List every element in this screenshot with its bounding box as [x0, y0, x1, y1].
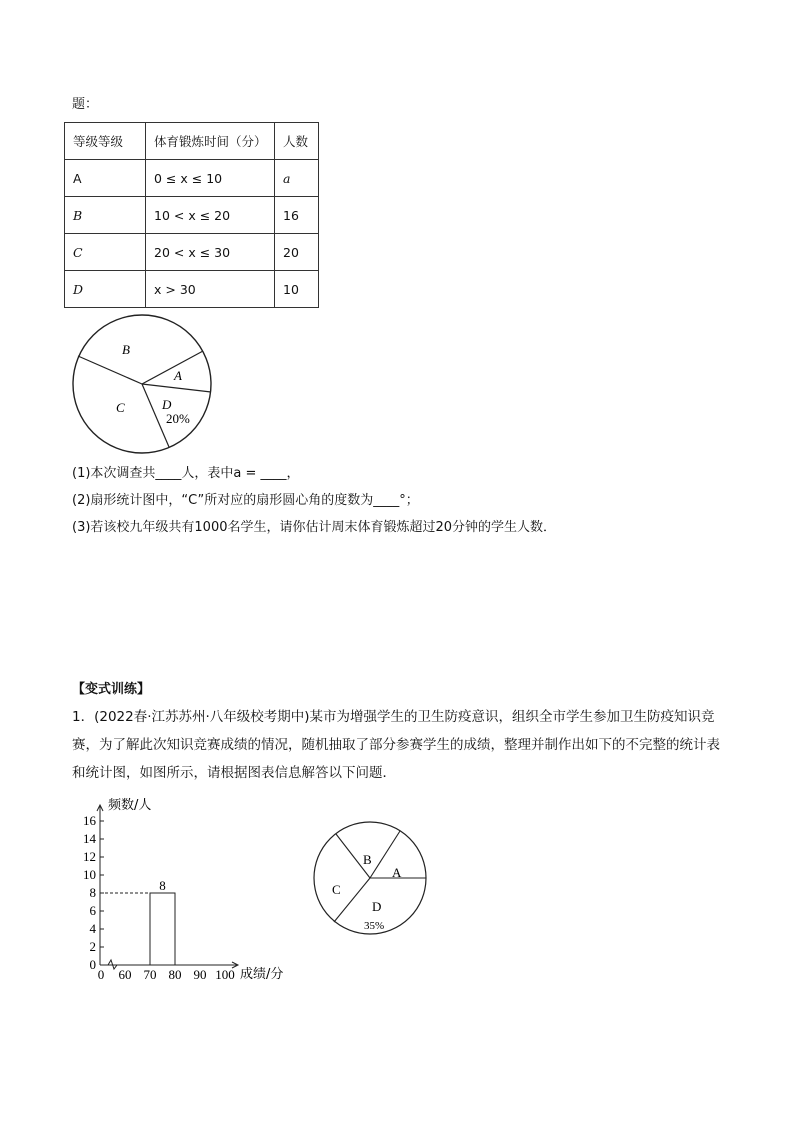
table-row [65, 197, 319, 234]
pie1-label-c: C [116, 400, 125, 415]
table-cell-grade: C [65, 234, 146, 271]
y-tick-label: 2 [89, 939, 96, 954]
table-row [65, 271, 319, 308]
pie1-label-b: B [122, 342, 130, 357]
question-1: (1)本次调查共____人，表中a = ____， [72, 466, 300, 481]
pie1-label-d-percent: 20% [166, 411, 190, 426]
y-tick-label: 12 [83, 849, 96, 864]
grade-table [64, 122, 319, 308]
histogram-x-label: 成绩/分 [240, 967, 284, 982]
table-header-grade: 等级等级 [65, 123, 146, 160]
y-tick-label: 14 [83, 831, 96, 846]
intro-label: 题： [72, 97, 99, 112]
table-cell-range: 0 ≤ x ≤ 10 [146, 160, 275, 197]
question-2: (2)扇形统计图中，“C”所对应的扇形圆心角的度数为____°； [72, 493, 419, 508]
y-tick-label: 0 [89, 957, 96, 972]
table-cell-range: x > 30 [146, 271, 275, 308]
histogram-ticks [83, 813, 235, 982]
x-tick-label: 0 [97, 967, 105, 982]
y-tick-label: 10 [83, 867, 96, 882]
pie1-divider-bc [78, 356, 142, 384]
problem-1-text: 1．(2022春·江苏苏州·八年级校考期中)某市为增强学生的卫生防疫意识，组织全市学生参加卫生防疫知识竞赛，为了解此次知识竞赛成绩的情况，随机抽取了部分参赛学生的成绩，整理并制作出如下的不完整的统计表和统计图，如图所示，请根据图表信息解答以下问题． [72, 709, 720, 781]
table-cell-count: a [275, 160, 319, 197]
x-tick-label: 70 [143, 967, 157, 982]
table-header-row [65, 123, 319, 160]
pie2-label-b: B [363, 852, 372, 867]
y-tick-label: 16 [83, 813, 96, 828]
table-cell-range: 10 < x ≤ 20 [146, 197, 275, 234]
histogram-bars [100, 878, 175, 965]
histogram-axes [97, 805, 238, 969]
pie2-label-d-percent: 35% [364, 920, 385, 932]
y-tick-label: 8 [89, 885, 96, 900]
y-tick-label: 6 [89, 903, 96, 918]
table-header-time: 体育锻炼时间（分） [146, 123, 275, 160]
y-tick-label: 4 [89, 921, 96, 936]
table-row [65, 160, 319, 197]
table-cell-count: 16 [275, 197, 319, 234]
table-cell-grade: A [65, 160, 146, 197]
histogram-bar [150, 893, 175, 965]
x-tick-label: 100 [215, 967, 235, 982]
pie-chart-2 [308, 810, 438, 950]
table-header-count: 人数 [275, 123, 319, 160]
pie1-label-d: D [162, 397, 172, 412]
table-row [65, 234, 319, 271]
pie1-label-a: A [174, 368, 182, 383]
histogram-chart [60, 795, 320, 985]
pie1-divider-dc [142, 384, 169, 447]
histogram-bar-label: 8 [159, 878, 166, 893]
pie1-divider-ad [142, 384, 211, 392]
table-cell-count: 20 [275, 234, 319, 271]
x-tick-label: 90 [193, 967, 207, 982]
pie2-label-c: C [332, 882, 341, 897]
pie2-label-d: D [372, 899, 382, 914]
pie-chart-1 [64, 310, 224, 460]
pie1-divider-ba [142, 351, 203, 384]
x-tick-label: 60 [118, 967, 132, 982]
question-3: (3)若该校九年级共有1000名学生，请你估计周末体育锻炼超过20分钟的学生人数． [72, 520, 557, 535]
histogram-y-label: 频数/人 [108, 798, 152, 813]
table-cell-count: 10 [275, 271, 319, 308]
table-cell-grade: B [65, 197, 146, 234]
x-tick-label: 80 [168, 967, 182, 982]
table-cell-range: 20 < x ≤ 30 [146, 234, 275, 271]
table-cell-grade: D [65, 271, 146, 308]
section-title: 【变式训练】 [72, 682, 151, 697]
pie2-label-a: A [392, 865, 402, 880]
